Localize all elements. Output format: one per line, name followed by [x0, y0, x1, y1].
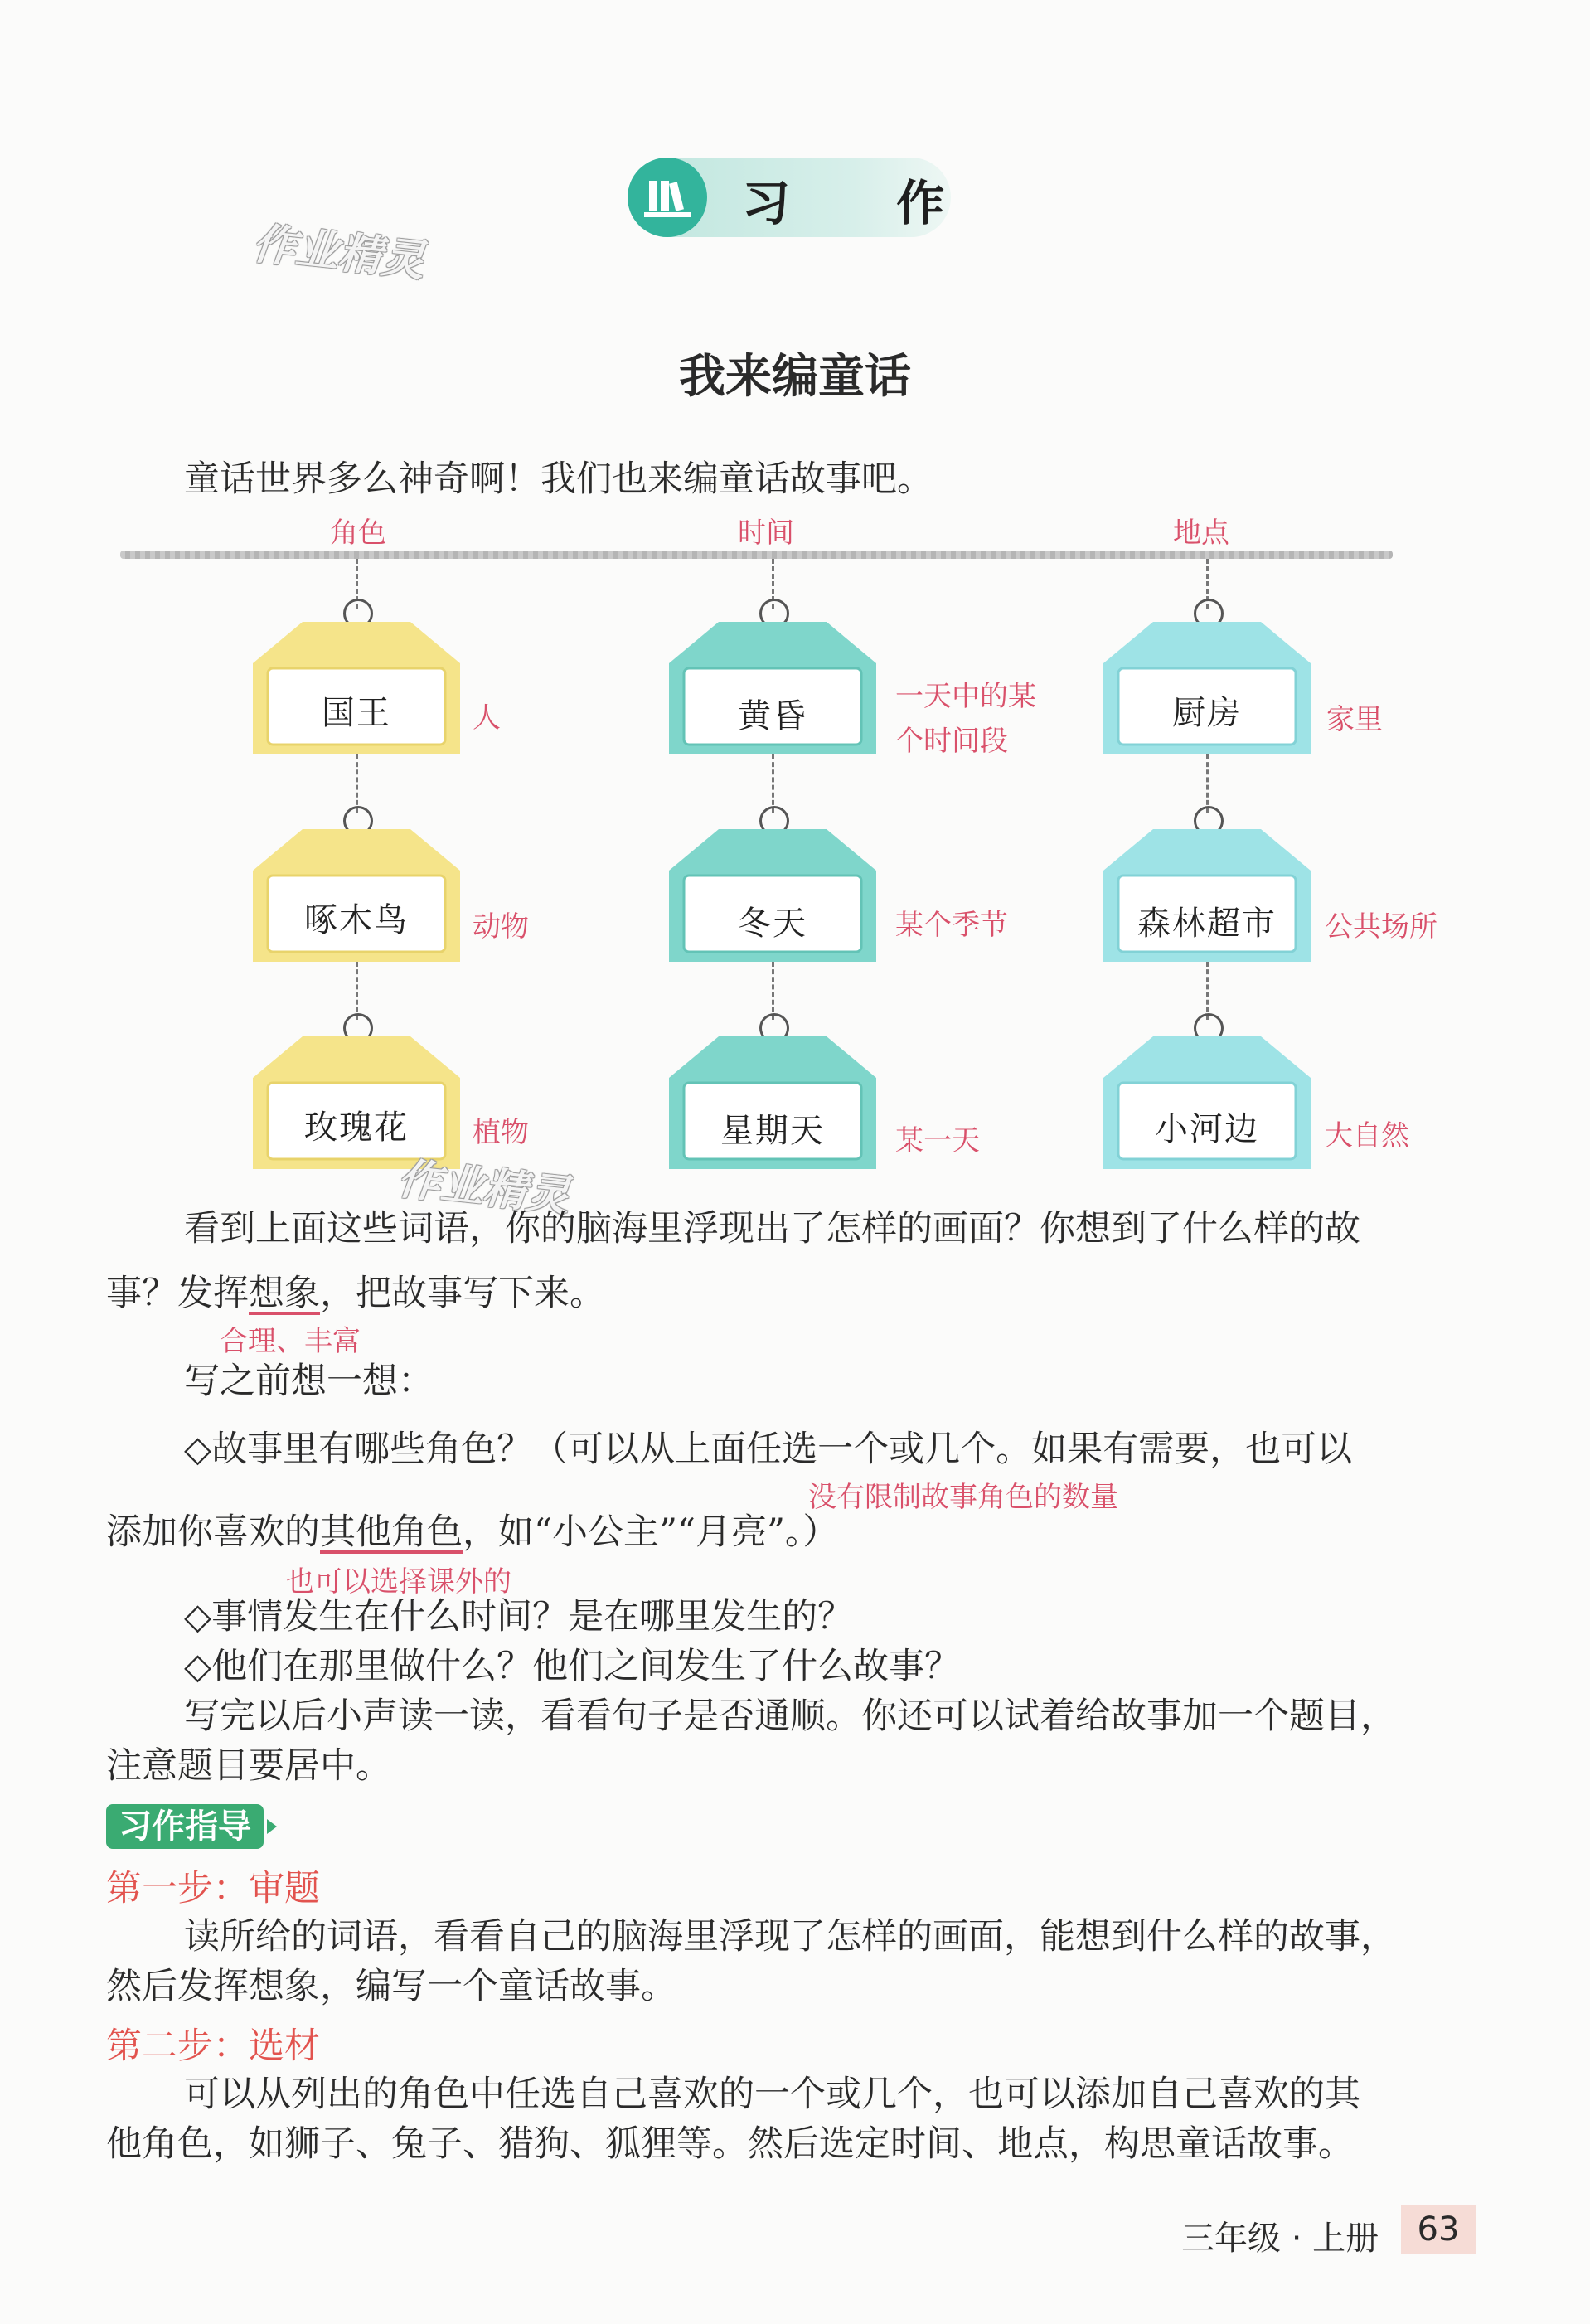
story-title: 我来编童话 [679, 349, 911, 404]
tag-label: 小河边 [1155, 1110, 1259, 1148]
tag-string [356, 754, 358, 813]
annotation-note: 没有限制故事角色的数量 [808, 1481, 1118, 1514]
time-tag-winter [669, 829, 876, 962]
tag-note: 人 [473, 701, 501, 735]
place-tag-kitchen [1103, 622, 1311, 754]
tag-label: 森林超市 [1137, 905, 1277, 943]
tag-note: 植物 [473, 1116, 529, 1149]
revise-text: 注意题目要居中。 [106, 1745, 391, 1787]
page-number: 63 [1401, 2205, 1476, 2254]
tag-string [772, 962, 774, 1020]
step-text: 可以从列出的角色中任选自己喜欢的一个或几个，也可以添加自己喜欢的其 [184, 2074, 1360, 2115]
tag-note: 公共场所 [1325, 910, 1437, 944]
watermark: 作业精灵 [395, 1154, 573, 1222]
time-tag-dusk [669, 622, 876, 754]
step-text: 他角色，如狮子、兔子、猎狗、狐狸等。然后选定时间、地点，构思童话故事。 [106, 2123, 1354, 2165]
think-heading: 写之前想一想： [184, 1361, 434, 1402]
books-icon [628, 158, 707, 237]
tag-string [772, 754, 774, 813]
section-title: 习 作 [742, 175, 990, 231]
tag-note: 某个季节 [895, 909, 1008, 942]
guide-badge: 习作指导 [106, 1804, 264, 1849]
step-title: 第二步：选材 [106, 2026, 320, 2067]
tag-string [1206, 754, 1209, 813]
tag-label: 啄木鸟 [304, 901, 409, 939]
category-place: 地点 [1173, 517, 1229, 550]
tag-note: 某一天 [895, 1124, 980, 1157]
tag-label: 国王 [322, 694, 391, 732]
question-events: ◇他们在那里做什么？他们之间发生了什么故事？ [184, 1646, 961, 1687]
tag-note: 动物 [473, 910, 529, 944]
question-time-place: ◇事情发生在什么时间？是在哪里发生的？ [184, 1596, 854, 1637]
play-arrow-icon [267, 1819, 277, 1834]
tag-string [356, 962, 358, 1020]
tag-label: 冬天 [738, 905, 807, 943]
tag-label: 玫瑰花 [304, 1109, 409, 1147]
step-title: 第一步：审题 [106, 1868, 320, 1909]
question-roles: ◇故事里有哪些角色？（可以从上面任选一个或几个。如果有需要，也可以 [184, 1429, 1353, 1470]
role-tag-king [253, 622, 460, 754]
place-tag-forest-market [1103, 829, 1311, 962]
tag-label: 黄昏 [738, 697, 807, 735]
place-tag-riverside [1103, 1036, 1311, 1169]
watermark: 作业精灵 [250, 219, 428, 287]
annotation-note: 合理、丰富 [220, 1325, 361, 1358]
tag-label: 厨房 [1172, 694, 1242, 732]
tag-note: 一天中的某 [895, 680, 1036, 713]
grade-label: 三年级 · 上册 [1181, 2220, 1379, 2258]
step-text: 然后发挥想象，编写一个童话故事。 [106, 1966, 676, 2007]
revise-text: 写完以后小声读一读，看看句子是否通顺。你还可以试着给故事加一个题目， [184, 1696, 1396, 1737]
tag-note: 大自然 [1325, 1119, 1409, 1152]
question-roles-cont: 添加你喜欢的其他角色，如“小公主”“月亮”。） [106, 1511, 839, 1553]
role-tag-woodpecker [253, 829, 460, 962]
hanging-rail [120, 551, 1393, 559]
prompt-line: 看到上面这些词语，你的脑海里浮现出了怎样的画面？你想到了什么样的故 [184, 1208, 1360, 1249]
prompt-line: 事？发挥想象，把故事写下来。 [106, 1273, 605, 1314]
tag-label: 星期天 [720, 1112, 825, 1150]
tag-note: 家里 [1326, 703, 1383, 736]
category-time: 时间 [738, 517, 794, 550]
step-text: 读所给的词语，看看自己的脑海里浮现了怎样的画面，能想到什么样的故事， [184, 1916, 1396, 1958]
category-role: 角色 [330, 517, 386, 550]
tag-note: 个时间段 [895, 725, 1008, 758]
time-tag-sunday [669, 1036, 876, 1169]
annotation-note: 也可以选择课外的 [286, 1565, 511, 1599]
tag-string [1206, 962, 1209, 1020]
intro-text: 童话世界多么神奇啊！我们也来编童话故事吧。 [184, 458, 933, 500]
